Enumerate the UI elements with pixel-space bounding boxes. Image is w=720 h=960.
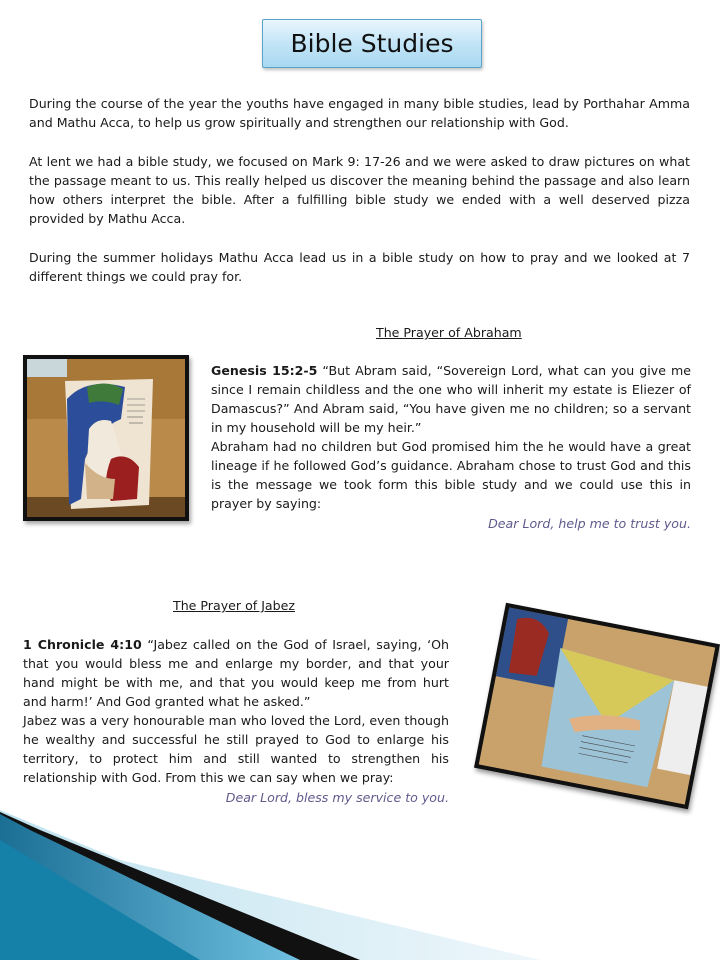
intro-paragraph-2: At lent we had a bible study, we focused on Mark 9: 17-26 and we were asked to draw pictures on what the passage meant to us. This really helped us discover the meaning behind the passage and also learn how others interpret the bible. After a fulfilling bible study we ended with a well deserved pizza provided by Mathu Acca. <box>29 154 690 226</box>
jabez-reference: 1 Chronicle 4:10 <box>23 637 142 652</box>
jabez-drawing-photo <box>474 603 720 810</box>
abraham-heading: The Prayer of Abraham <box>376 325 522 340</box>
decorative-swoosh <box>0 800 720 960</box>
jabez-verse: “Jabez called on the God of Israel, saying, ‘Oh that you would bless me and enlarge my border, and that your hand might be with me, and that you would keep me from hurt and harm!’ And God granted what he asked.” <box>23 637 449 709</box>
abraham-drawing-photo <box>23 355 189 521</box>
intro-paragraph-3: During the summer holidays Mathu Acca lead us in a bible study on how to pray and we looked at 7 different things we could pray for. <box>29 250 690 284</box>
abraham-reflection: Abraham had no children but God promised him the he would have a great lineage if he followed God’s guidance. Abraham chose to trust God and this is the message we took form this bible study and we could use this in prayer by saying: <box>211 439 691 511</box>
abraham-reference: Genesis 15:2-5 <box>211 363 318 378</box>
abraham-verse: “But Abram said, “Sovereign Lord, what can you give me since I remain childless and the one who will inherit my estate is Eliezer of Damascus?” And Abram said, “You have given me no children; so a servant in my household will be my heir.” <box>211 363 691 435</box>
jabez-drawing-image <box>479 607 716 804</box>
abraham-prayer: Dear Lord, help me to trust you. <box>488 516 691 531</box>
jabez-heading: The Prayer of Jabez <box>173 598 296 613</box>
jabez-prayer: Dear Lord, bless my service to you. <box>225 790 449 805</box>
jabez-reflection: Jabez was a very honourable man who loved the Lord, even though he wealthy and successful he still prayed to God to enlarge his territory, to protect him and still wanted to strengthen his relationship with God. From this we can say when we pray: <box>23 713 449 785</box>
abraham-body <box>211 361 691 513</box>
intro-paragraph-1: During the course of the year the youths have engaged in many bible studies, lead by Porthahar Amma and Mathu Acca, to help us grow spiritually and strengthen our relationship with God. <box>29 96 690 130</box>
title-box <box>262 19 482 68</box>
page-title: Bible Studies <box>290 29 454 58</box>
jabez-body <box>23 635 449 787</box>
abraham-drawing-image <box>27 359 185 517</box>
